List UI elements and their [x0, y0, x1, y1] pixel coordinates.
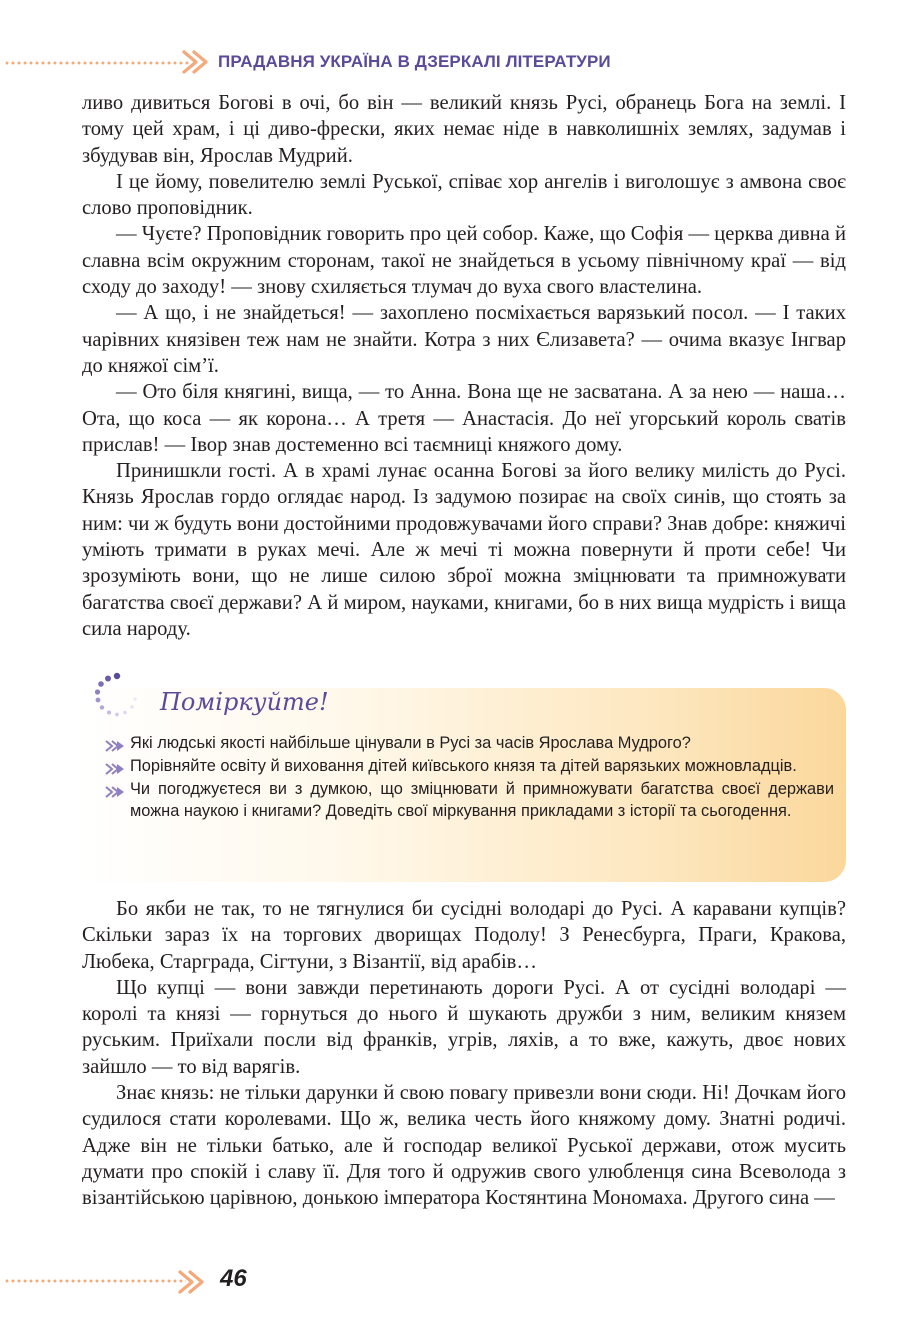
paragraph: Бо якби не так, то не тягнулися би сусідні володарі до Русі. А каравани купців? Скільки зараз їх на торгових дворищах Подолу! З Ренесбурга, Праги, Кракова, Любека, Старграда, Сігтуни, з Візантії, від арабів…	[82, 898, 846, 973]
double-arrow-icon	[104, 783, 126, 797]
body-text-bottom	[82, 896, 846, 1212]
double-arrow-icon	[104, 737, 126, 751]
ponder-box	[82, 688, 846, 882]
double-arrow-icon	[104, 760, 126, 774]
paragraph: — Ото біля княгині, вища, — то Анна. Вона ще не засватана. А за нею — наша… Ота, що коса — як корона… А третя — Анастасія. До неї угорський король сватів прислав! — Івор знав достеменно всі таємниці княжого дому.	[82, 381, 846, 456]
paragraph: ливо дивиться Богові в очі, бо він — великий князь Русі, обранець Бога на землі. І тому цей храм, і ці диво-фрески, яких немає ніде в навколишніх землях, задумав і збудував він, Ярослав Мудрий.	[82, 92, 846, 167]
question-text: Які людські якості найбільше цінували в Русі за часів Ярослава Мудрого?	[130, 734, 691, 752]
dotted-rule	[4, 61, 190, 65]
body-text-top	[82, 90, 846, 642]
list-item	[104, 732, 834, 755]
question-text: Чи погоджуєтеся ви з думкою, що зміцнювати й примножувати багатства своєї держави можна наукою і книгами? Доведіть свої міркування прикладами з історії та сьогодення.	[130, 779, 834, 821]
question-list	[104, 732, 834, 823]
page-header	[0, 44, 918, 78]
page-number: 46	[220, 1265, 247, 1292]
paragraph: Знає князь: не тільки дарунки й свою повагу привезли вони сюди. Ні! Дочкам його судилося стати королевами. Що ж, велика честь його княжому дому. Знатні родичі. Адже він не тільки батько, але й господар великої Руської держави, отож мусить думати про спокій і славу її. Для того й одружив свого улюбленця сина Всеволода з візантійською царівною, донькою імператора Костянтина Мономаха. Другого сина —	[82, 1082, 846, 1210]
list-item	[104, 755, 834, 778]
question-text: Порівняйте освіту й виховання дітей київського князя та дітей варязьких можновладців.	[130, 756, 797, 775]
paragraph: — А що, і не знайдеться! — захоплено посміхається варязький посол. — І таких чарівних князівен теж нам не знайти. Котра з них Єлизавета? — очима вказує Інгвар до княжої сім’ї.	[82, 302, 846, 377]
chevron-right-icon	[190, 48, 214, 76]
paragraph: Що купці — вони завжди перетинають дороги Русі. А от сусідні володарі — королі та князі — горнуться до нього й шукають дружби з ним, великим князем руським. Приїхали посли від франків, угрів, ляхів, а то вже, кажуть, двоє нових зайшло — то від варягів.	[82, 976, 846, 1078]
chevron-right-icon	[186, 1268, 210, 1296]
section-title: ПРАДАВНЯ УКРАЇНА В ДЗЕРКАЛІ ЛІТЕРАТУРИ	[218, 52, 611, 71]
paragraph: І це йому, повелителю землі Руської, співає хор ангелів і виголошує з амвона своє слово проповідник.	[82, 170, 846, 220]
page-footer	[0, 1262, 918, 1302]
list-item	[104, 778, 834, 824]
ponder-title: Поміркуйте!	[160, 688, 329, 716]
paragraph: Принишкли гості. А в храмі лунає осанна Богові за його велику милість до Русі. Князь Ярослав гордо оглядає народ. Із задумою позирає на своїх синів, що стоять за ним: чи ж будуть вони достойними продовжувачами його справи? Знав добре: княжичі уміють тримати в руках мечі. Але ж мечі ті можна повернути й проти себе! Чи зрозуміють вони, що не лише силою зброї можна зміцнювати та примножувати багатства своєї держави? А й миром, науками, книгами, бо в них вища мудрість і вища сила народу.	[82, 460, 846, 640]
dotted-rule	[4, 1279, 186, 1283]
thinking-dots-icon	[92, 670, 142, 720]
paragraph: — Чуєте? Проповідник говорить про цей собор. Каже, що Софія — церква дивна й славна всім окружним сторонам, такої не знайдеться в усьому північному краї — від сходу до заходу! — знову схиляється тлумач до вуха свого властелина.	[82, 223, 846, 299]
